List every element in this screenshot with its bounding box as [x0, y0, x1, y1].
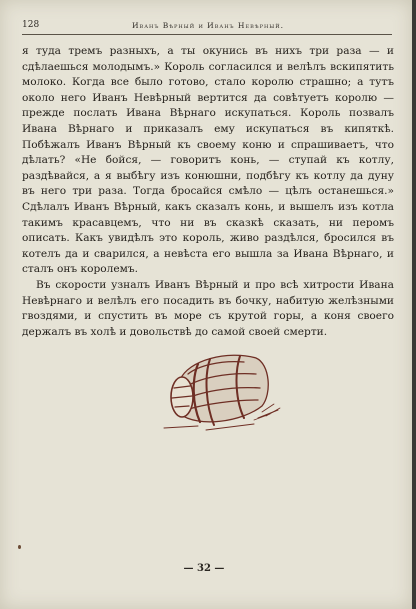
- paper-speck: [18, 545, 21, 549]
- body-text: [22, 44, 394, 340]
- page-edge-shadow: [412, 0, 416, 609]
- page-header: [22, 20, 394, 34]
- paragraph: Въ скорости узналъ Иванъ Вѣрный и про всѣ хитрости Ивана Невѣрнаго и велѣлъ его посадить въ бочку, набитую желѣзными гвоздями, и спустить въ море съ крутой горы, а коня своего держалъ въ холѣ и довольствѣ до самой своей смерти.: [22, 278, 394, 338]
- sheet-number: — 32 —: [183, 563, 225, 574]
- paragraph: я туда тремъ разныхъ, а ты окунись въ нихъ три раза — и сдѣлаешься молодымъ.» Король согласился и велѣлъ вскипятить молоко. Когда все было готово, стало королю страшно; а тутъ около него Иванъ Невѣрный вертится да совѣтуетъ королю — прежде послать Ивана Вѣрнаго искупаться. Король позвалъ Ивана Вѣрнаго и приказалъ ему искупаться въ кипяткѣ. Побѣжалъ Иванъ Вѣрный къ своему коню и спрашиваетъ, что дѣлать? «Не бойся, — говоритъ конь, — ступай къ котлу, раздѣвайся, а я выбѣгу изъ конюшни, подбѣгу къ котлу да дуну въ него три раза. Тогда бросайся смѣло — цѣлъ останешься.» Сдѣлалъ Иванъ Вѣрный, какъ сказалъ конь, и вышелъ изъ котла такимъ красавцемъ, что ни въ сказкѣ сказать, ни перомъ описать. Какъ увидѣлъ это король, живо раздѣлся, бросился въ котелъ да и сварился, а невѣста его вышла за Ивана Вѣрнаго, и сталъ онъ королемъ.: [22, 45, 394, 276]
- barrel-illustration: [158, 348, 282, 434]
- page-number: 128: [22, 20, 40, 30]
- header-rule: [22, 34, 392, 35]
- running-head: Иванъ Вѣрный и Иванъ Невѣрный.: [132, 21, 284, 30]
